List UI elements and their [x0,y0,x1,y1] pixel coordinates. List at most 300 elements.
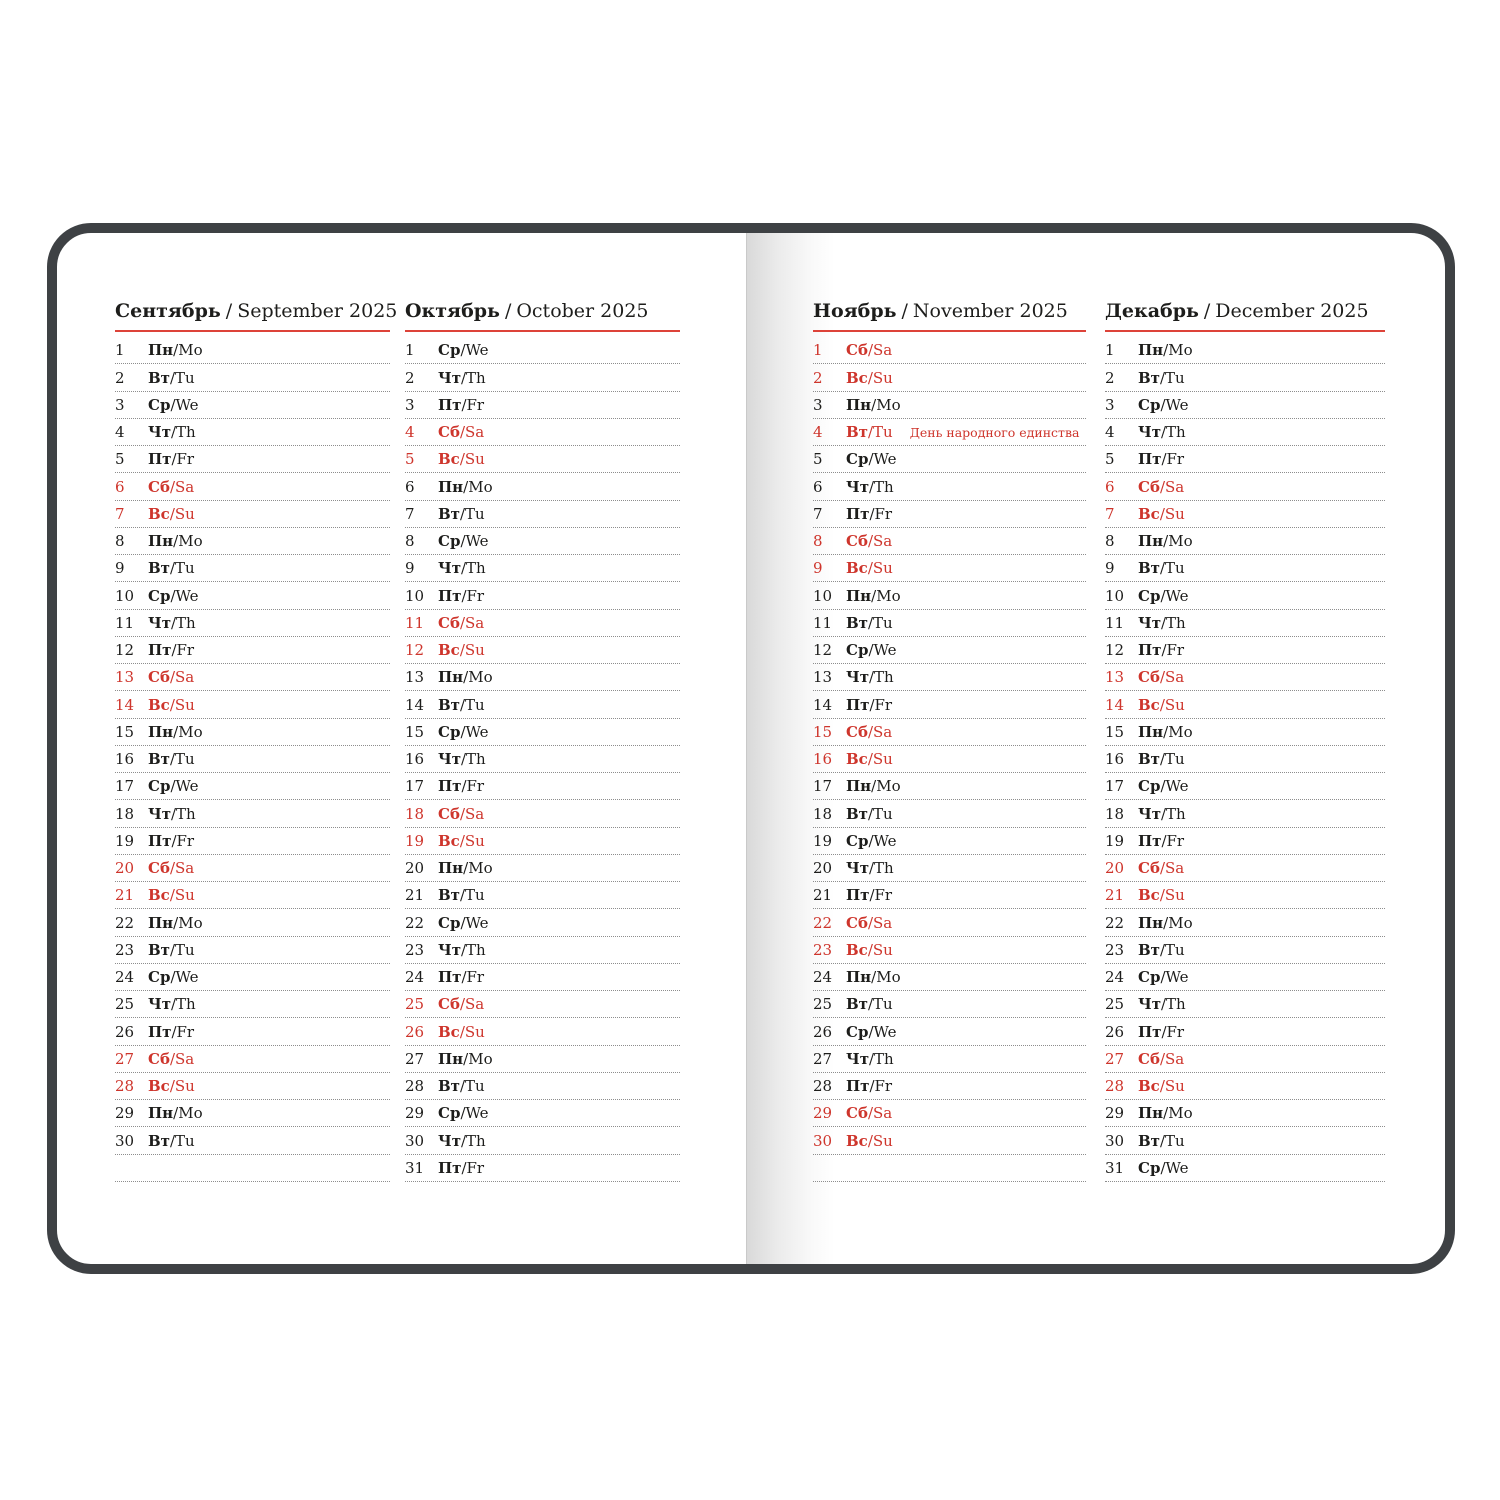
day-number: 15 [1105,722,1125,741]
day-row [813,1046,1086,1073]
day-name-en: /Fr [171,1022,195,1041]
day-name-ru: Пн [148,341,174,360]
day-row [405,937,680,964]
day-number: 28 [1105,1077,1125,1095]
day-number: 22 [1105,913,1125,932]
month-header-separator: / [504,300,512,322]
day-label [438,996,484,1013]
day-label [148,588,199,605]
day-number: 22 [405,913,425,932]
day-name-ru: Пн [1138,341,1164,360]
day-name-ru: Вт [846,995,868,1014]
day-label [148,1105,203,1122]
day-name-ru: Пт [148,1022,172,1041]
day-row [813,528,1086,555]
day-name-ru: Чт [148,423,171,441]
day-row [405,1100,680,1127]
day-number: 1 [1105,341,1115,360]
day-row [1105,419,1385,446]
day-number: 7 [1105,504,1115,523]
day-number: 19 [813,831,833,850]
day-name-ru: Пн [438,477,464,496]
day-row [405,964,680,991]
day-name-ru: Вт [846,804,868,823]
day-label [1138,506,1185,523]
day-number: 14 [1105,695,1125,714]
day-label [148,506,195,523]
day-name-ru: Вт [1138,368,1160,387]
day-name-ru: Пн [846,586,872,605]
day-name-en: /We [460,1104,489,1123]
day-number: 12 [1105,641,1125,659]
day-number: 1 [115,341,125,360]
day-name-en: /Su [169,504,195,523]
month-name-en: December 2025 [1215,300,1369,322]
day-row [405,909,680,936]
day-number: 12 [813,641,833,659]
day-row [405,528,680,555]
day-name-ru: Вс [846,559,868,578]
day-number: 29 [115,1104,135,1123]
day-row [115,337,390,364]
day-label [438,1078,485,1095]
day-number: 5 [1105,450,1115,469]
day-label [438,942,486,959]
day-row [115,473,390,500]
day-label [148,915,203,932]
day-number: 4 [405,423,415,441]
day-label [1138,424,1186,441]
day-row [405,637,680,664]
day-number: 3 [405,395,415,414]
day-row [405,828,680,855]
day-name-ru: Ср [846,1022,869,1041]
day-label [846,724,892,741]
day-number: 8 [813,532,823,550]
day-name-en: /Th [869,477,894,496]
month-column-september [115,300,398,1182]
day-name-ru: Чт [438,940,461,959]
day-number: 9 [1105,559,1115,578]
day-row [115,364,390,391]
day-name-ru: Вт [148,750,170,768]
day-name-ru: Вт [1138,750,1160,768]
day-name-ru: Ср [846,831,869,850]
day-label [1138,860,1184,877]
day-label [438,778,484,795]
day-row [405,664,680,691]
day-name-en: /Fr [869,504,893,523]
month-name-ru: Декабрь [1105,300,1199,322]
day-name-en: /Mo [1163,913,1193,932]
day-row [813,909,1086,936]
day-name-ru: Чт [438,1131,461,1150]
day-name-ru: Пт [846,886,870,905]
day-name-en: /Tu [1159,1131,1185,1150]
day-number: 23 [115,940,135,959]
day-number: 18 [115,804,135,823]
day-name-ru: Вс [846,940,868,959]
day-name-en: /Fr [461,968,485,986]
day-name-ru: Чт [148,995,171,1014]
day-number: 8 [115,532,125,550]
day-name-en: /Sa [169,859,195,877]
day-label [438,451,485,468]
day-label [1138,642,1184,659]
day-row [1105,800,1385,827]
day-number: 25 [405,995,425,1014]
day-label [438,479,493,496]
day-name-ru: Вт [148,368,170,387]
day-row [1105,909,1385,936]
day-number: 21 [1105,886,1125,905]
day-name-en: /Mo [173,913,203,932]
day-name-ru: Пн [1138,1104,1164,1123]
day-name-en: /Sa [459,995,485,1014]
day-name-ru: Чт [846,477,869,496]
day-name-ru: Вс [438,831,460,850]
day-number: 17 [813,777,833,796]
day-name-en: /Sa [867,341,893,360]
day-name-ru: Сб [148,1049,170,1068]
day-name-en: /Mo [871,777,901,796]
day-label [148,1133,195,1150]
day-row [813,664,1086,691]
day-number: 10 [1105,586,1125,605]
day-row [405,1127,680,1154]
day-number: 12 [405,641,425,659]
day-name-ru: Сб [148,668,170,687]
day-label [148,833,194,850]
day-row [405,1155,680,1182]
day-number: 2 [405,368,415,387]
day-number: 31 [1105,1158,1125,1177]
blank-ruled-row [813,1155,1086,1182]
day-label [846,942,893,959]
day-row [813,501,1086,528]
day-name-ru: Пт [148,450,172,469]
day-row [1105,610,1385,637]
day-name-en: /We [1160,395,1189,414]
day-label [846,1105,892,1122]
day-name-ru: Сб [438,423,460,441]
day-number: 15 [115,722,135,741]
day-name-ru: Ср [1138,1158,1161,1177]
day-name-ru: Вс [438,641,460,659]
day-name-ru: Ср [148,395,171,414]
day-row [813,746,1086,773]
day-number: 5 [115,450,125,469]
day-name-ru: Ср [148,586,171,605]
day-label [846,560,893,577]
day-label [438,969,484,986]
day-name-en: /Th [1161,804,1186,823]
day-row [1105,991,1385,1018]
day-label [148,942,195,959]
day-name-en: /Tu [867,995,893,1014]
day-name-ru: Сб [846,532,868,550]
day-label [846,860,894,877]
day-number: 16 [405,750,425,768]
day-name-en: /Mo [1163,722,1193,741]
day-label [148,615,196,632]
day-number: 4 [813,423,823,441]
day-label [438,669,493,686]
day-label [846,642,897,659]
day-name-en: /Th [171,995,196,1014]
day-label [846,778,901,795]
day-row [115,909,390,936]
day-name-ru: Пт [438,586,462,605]
day-row [115,637,390,664]
day-row [405,1018,680,1045]
day-label [438,1133,486,1150]
day-row [405,882,680,909]
day-name-ru: Вт [148,940,170,959]
day-row [115,582,390,609]
day-number: 11 [1105,613,1125,632]
day-name-en: /Th [461,940,486,959]
day-number: 30 [1105,1131,1125,1150]
day-number: 18 [405,804,425,823]
day-row [813,773,1086,800]
day-label [438,751,486,768]
day-name-ru: Чт [846,668,869,687]
day-name-en: /Tu [1159,940,1185,959]
day-name-ru: Чт [1138,995,1161,1014]
day-label [1138,615,1186,632]
day-name-ru: Вс [148,1077,170,1095]
day-name-en: /Tu [1159,750,1185,768]
day-number: 11 [115,613,135,632]
day-name-ru: Пт [1138,450,1162,469]
day-label [438,533,489,550]
day-number: 27 [405,1049,425,1068]
day-label [1138,724,1193,741]
day-label [1138,942,1185,959]
day-name-ru: Вс [148,886,170,905]
day-row [115,691,390,718]
day-name-ru: Чт [1138,804,1161,823]
day-row [1105,392,1385,419]
day-number: 6 [1105,477,1115,496]
day-number: 30 [115,1131,135,1150]
day-name-ru: Вс [148,695,170,714]
day-number: 19 [1105,831,1125,850]
day-label [846,697,892,714]
day-row [115,719,390,746]
day-name-en: /Su [169,695,195,714]
day-name-en: /Tu [169,559,195,578]
day-name-en: /Fr [461,395,485,414]
day-label [438,1051,493,1068]
day-label [1138,533,1193,550]
day-name-en: /Su [867,1131,893,1150]
month-days [115,337,390,1182]
month-name-en: September 2025 [237,300,398,322]
day-label [438,424,484,441]
day-name-en: /Su [867,750,893,768]
day-name-en: /Th [461,559,486,578]
day-name-en: /Th [171,613,196,632]
day-name-en: /We [170,395,199,414]
day-row [115,610,390,637]
day-name-en: /Su [1159,1077,1185,1095]
day-name-en: /We [1160,968,1189,986]
month-name-en: November 2025 [912,300,1068,322]
day-row [1105,855,1385,882]
day-name-ru: Вс [438,1022,460,1041]
day-label [1138,560,1185,577]
day-row [813,1100,1086,1127]
day-number: 6 [405,477,415,496]
day-name-en: /Fr [1161,641,1185,659]
day-label [1138,1078,1185,1095]
day-name-en: /Sa [1159,859,1185,877]
day-name-en: /Mo [173,341,203,360]
day-row [405,337,680,364]
day-number: 30 [405,1131,425,1150]
day-name-en: /Fr [1161,1022,1185,1041]
day-row [813,582,1086,609]
day-number: 29 [1105,1104,1125,1123]
day-name-en: /Tu [169,940,195,959]
day-number: 13 [115,668,135,687]
day-number: 29 [813,1104,833,1123]
day-name-ru: Вт [1138,940,1160,959]
day-number: 22 [813,913,833,932]
day-row [115,664,390,691]
day-label [1138,751,1185,768]
day-label [148,778,199,795]
day-row [1105,582,1385,609]
day-name-ru: Чт [846,859,869,877]
day-row [813,446,1086,473]
day-number: 2 [1105,368,1115,387]
day-number: 6 [115,477,125,496]
day-name-en: /Sa [169,477,195,496]
day-name-ru: Ср [438,341,461,360]
day-name-ru: Сб [438,613,460,632]
day-name-ru: Чт [846,1049,869,1068]
day-row [1105,1073,1385,1100]
day-row [115,746,390,773]
day-label [846,833,897,850]
day-name-en: /Mo [871,395,901,414]
day-row [405,991,680,1018]
day-label [846,506,892,523]
day-name-ru: Ср [148,968,171,986]
day-label [438,833,485,850]
day-number: 8 [1105,532,1115,550]
day-name-ru: Вт [846,613,868,632]
day-label [846,1051,894,1068]
day-name-en: /We [460,722,489,741]
day-number: 23 [405,940,425,959]
day-number: 19 [405,831,425,850]
day-label [148,697,195,714]
day-name-en: /Sa [867,1104,893,1123]
day-label [148,669,194,686]
day-name-en: /Su [1159,504,1185,523]
day-row [813,392,1086,419]
day-row [813,610,1086,637]
day-label [148,887,195,904]
day-number: 9 [405,559,415,578]
day-row [813,964,1086,991]
day-label [846,1024,897,1041]
day-name-ru: Вс [1138,1077,1160,1095]
day-number: 31 [405,1158,425,1177]
day-name-en: /We [1160,1158,1189,1177]
day-number: 21 [115,886,135,905]
day-row [115,419,390,446]
day-name-ru: Вт [438,504,460,523]
day-name-en: /Tu [867,423,893,441]
day-name-en: /We [868,1022,897,1041]
day-name-en: /Sa [1159,477,1185,496]
day-name-ru: Вт [438,886,460,905]
day-name-en: /Mo [871,968,901,986]
day-name-en: /Mo [173,1104,203,1123]
day-row [115,501,390,528]
day-label [1138,1105,1193,1122]
day-row [813,555,1086,582]
day-row [1105,637,1385,664]
day-number: 23 [813,940,833,959]
day-name-en: /Sa [459,804,485,823]
day-label [148,1051,194,1068]
day-label [148,751,195,768]
day-number: 17 [115,777,135,796]
day-number: 14 [813,695,833,714]
day-name-ru: Сб [846,722,868,741]
day-label [1138,397,1189,414]
day-label [438,560,486,577]
day-row [405,719,680,746]
day-name-en: /Mo [463,859,493,877]
day-number: 10 [115,586,135,605]
month-column-october [405,300,680,1182]
day-row [813,1073,1086,1100]
day-name-en: /Th [1161,995,1186,1014]
day-label [1138,342,1193,359]
day-row [115,446,390,473]
day-label [846,915,892,932]
day-row [115,1018,390,1045]
day-label [438,615,484,632]
day-label [846,370,893,387]
day-name-ru: Ср [1138,586,1161,605]
day-label [438,724,489,741]
day-name-ru: Вс [846,750,868,768]
day-name-en: /We [868,831,897,850]
day-number: 12 [115,641,135,659]
day-label [846,996,893,1013]
day-name-en: /Mo [463,668,493,687]
day-row [813,882,1086,909]
day-name-ru: Ср [846,450,869,469]
day-name-en: /Sa [459,613,485,632]
day-number: 11 [405,613,425,632]
day-number: 16 [1105,750,1125,768]
day-number: 28 [813,1077,833,1095]
day-name-en: /Tu [459,695,485,714]
day-label [148,342,203,359]
day-name-en: /Sa [867,722,893,741]
day-row [813,828,1086,855]
day-label [1138,806,1186,823]
